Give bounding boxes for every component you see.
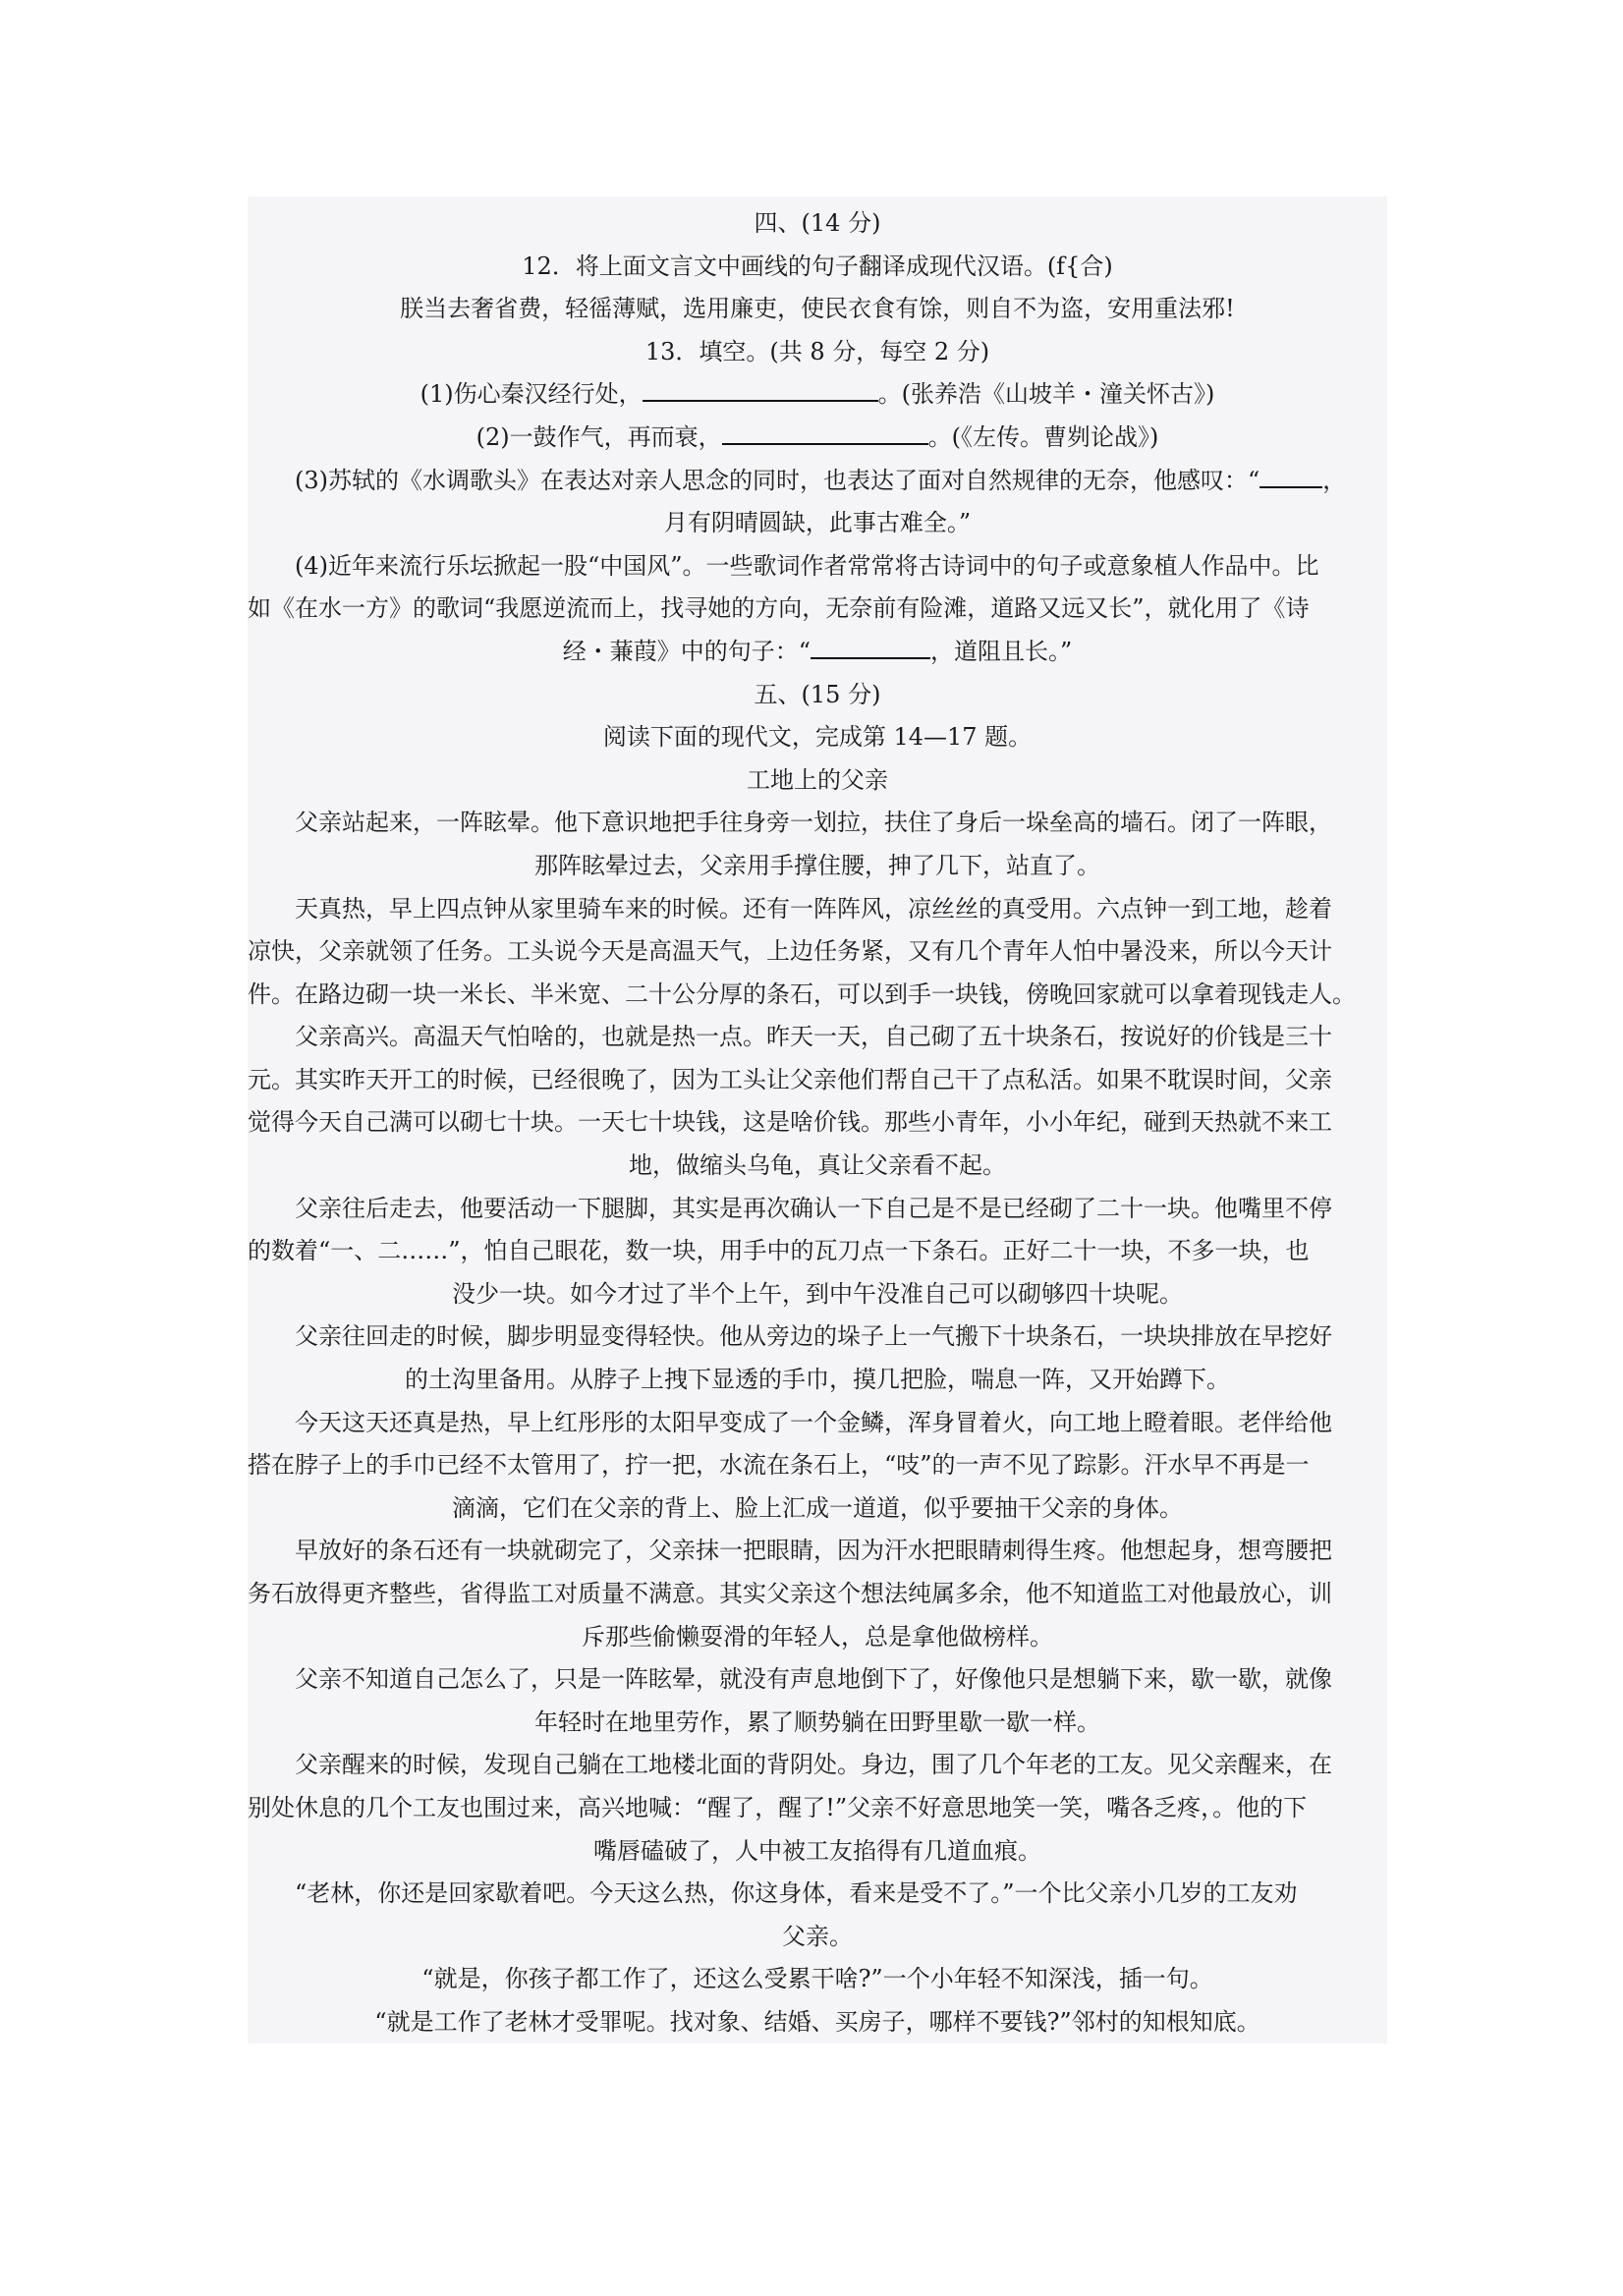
passage-line: “就是工作了老林才受罪呢。找对象、结婚、买房子，哪样不要钱?”邻村的知根知底。 [374, 2007, 1260, 2036]
passage-line: 父亲往后走去，他要活动一下腿脚，其实是再次确认一下自己是不是已经砌了二十一块。他嘴里不停 [295, 1194, 1332, 1222]
q13-2-post: 。(《左传。曹刿论战》) [927, 422, 1159, 451]
question-12-sentence: 朕当去奢省费，轻徭薄赋，选用廉吏，使民衣食有馀，则自不为盗，安用重法邪! [400, 295, 1235, 323]
q13-2-pre: (2)一鼓作气，再而衰， [476, 422, 722, 451]
answer-blank[interactable] [722, 421, 928, 445]
answer-blank[interactable] [811, 636, 930, 659]
passage-line: 觉得今天自己满可以砌七十块。一天七十块钱，这是啥价钱。那些小青年，小小年纪，碰到天热就不来工 [248, 1108, 1332, 1137]
passage-line: 滴滴，它们在父亲的背上、脸上汇成一道道，似乎要抽干父亲的身体。 [452, 1493, 1183, 1522]
passage-line: 凉快，父亲就领了任务。工头说今天是高温天气，上边任务紧，又有几个青年人怕中暑没来，所以今天计 [248, 937, 1332, 966]
question-13-4-line3 [248, 631, 1387, 674]
question-13-3 [248, 460, 1387, 503]
q13-1-post: 。(张养浩《山坡羊・潼关怀古》) [877, 380, 1215, 409]
passage-line: 件。在路边砌一块一米长、半米宽、二十公分厚的条石，可以到手一块钱，傍晚回家就可以拿着现钱走人。 [248, 980, 1356, 1008]
q13-4-line3-post: ，道阻且长。” [930, 637, 1073, 665]
passage-line: “就是，你孩子都工作了，还这么受累干啥?”一个小年轻不知深浅，插一句。 [421, 1965, 1213, 1993]
passage-line: 那阵眩晕过去，父亲用手撑住腰，抻了几下，站直了。 [534, 851, 1100, 879]
question-13-3-line2: 月有阴晴圆缺，此事古难全。” [663, 509, 972, 537]
passage-line: 务石放得更齐整些，省得监工对质量不满意。其实父亲这个想法纯属多余，他不知道监工对他最放心，训 [248, 1580, 1332, 1607]
question-13-1 [248, 373, 1387, 417]
passage-line: 父亲高兴。高温天气怕啥的，也就是热一点。昨天一天，自己砌了五十块条石，按说好的价钱是三十 [295, 1023, 1332, 1051]
passage-line: 今天这天还真是热，早上红彤彤的太阳早变成了一个金鳞，浑身冒着火，向工地上瞪着眼。老伴给他 [295, 1408, 1332, 1436]
passage-line: 父亲醒来的时候，发现自己躺在工地楼北面的背阴处。身边，围了几个年老的工友。见父亲醒来，在 [295, 1751, 1332, 1779]
section5-instruction: 阅读下面的现代文，完成第 14—17 题。 [602, 723, 1033, 752]
answer-blank[interactable] [1259, 465, 1322, 488]
passage-line: 天真热，早上四点钟从家里骑车来的时候。还有一阵阵风，凉丝丝的真受用。六点钟一到工地，趁着 [295, 894, 1332, 923]
passage-line: 搭在脖子上的手巾已经不太管用了，拧一把，水流在条石上，“吱”的一声不见了踪影。汗水早不再是一 [248, 1451, 1310, 1480]
passage-line: “老林，你还是回家歇着吧。今天这么热，你这身体，看来是受不了。”一个比父亲小几岁的工友劝 [295, 1879, 1298, 1908]
passage-line: 父亲不知道自己怎么了，只是一阵眩晕，就没有声息地倒下了，好像他只是想躺下来，歇一歇，就像 [295, 1665, 1332, 1694]
passage-line: 父亲站起来，一阵眩晕。他下意识地把手往身旁一划拉，扶住了身后一垛垒高的墙石。闭了一阵眼， [295, 809, 1332, 837]
passage-line: 父亲。 [782, 1922, 853, 1950]
passage-line: 的数着“一、二……”，怕自己眼花，数一块，用手中的瓦刀点一下条石。正好二十一块，不多一块，也 [248, 1237, 1310, 1265]
question-13-4-line1: (4)近年来流行乐坛掀起一股“中国风”。一些歌词作者常常将古诗词中的句子或意象植人作品中。比 [295, 551, 1319, 580]
passage-line: 父亲往回走的时候，脚步明显变得轻快。他从旁边的垛子上一气搬下十块条石，一块块排放在早挖好 [295, 1322, 1332, 1351]
q13-1-pre: (1)伤心秦汉经行处， [420, 380, 643, 409]
q13-4-line3-pre: 经・蒹葭》中的句子：“ [562, 637, 811, 665]
passage-line: 没少一块。如今才过了半个上午，到中午没准自己可以砌够四十块呢。 [452, 1279, 1183, 1308]
question-13-4-line2: 如《在水一方》的歌词“我愿逆流而上，找寻她的方向，无奈前有险滩，道路又远又长”，就化用了《诗 [248, 594, 1310, 623]
passage-line: 地，做缩头乌龟，真让父亲看不起。 [629, 1151, 1006, 1180]
passage-line: 年轻时在地里劳作，累了顺势躺在田野里歇一歇一样。 [534, 1708, 1100, 1736]
passage-line: 的土沟里备用。从脖子上拽下显透的手巾，摸几把脸，喘息一阵，又开始蹲下。 [405, 1366, 1230, 1394]
passage-title: 工地上的父亲 [747, 765, 888, 794]
passage-line: 斥那些偷懒耍滑的年轻人，总是拿他做榜样。 [582, 1622, 1053, 1651]
passage-line: 嘴唇磕破了，人中被工友掐得有几道血痕。 [593, 1836, 1041, 1865]
answer-blank[interactable] [643, 378, 878, 402]
question-12: 12．将上面文言文中画线的句子翻译成现代汉语。(f{合) [522, 252, 1113, 280]
question-13: 13．填空。(共 8 分，每空 2 分) [644, 337, 990, 365]
passage-line: 别处休息的几个工友也围过来，高兴地喊：“醒了，醒了!”父亲不好意思地笑一笑，嘴各乏疼，。他的下 [248, 1793, 1308, 1821]
passage-line: 元。其实昨天开工的时候，已经很晚了，因为工头让父亲他们帮自己干了点私活。如果不耽误时间，父亲 [248, 1065, 1332, 1093]
q13-3-pre: (3)苏轼的《水调歌头》在表达对亲人思念的同时，也表达了面对自然规律的无奈，他感叹：“ [295, 466, 1260, 494]
section5-heading: 五、(15 分) [754, 680, 881, 708]
section4-heading: 四、(14 分) [754, 209, 881, 237]
document-content [248, 196, 1387, 2044]
question-13-2 [248, 417, 1387, 460]
passage-line: 早放好的条石还有一块就砌完了，父亲抹一把眼睛，因为汗水把眼睛刺得生疼。他想起身，想弯腰把 [295, 1537, 1332, 1565]
passage-body [248, 802, 1387, 2044]
q13-3-post: ， [1322, 466, 1347, 494]
